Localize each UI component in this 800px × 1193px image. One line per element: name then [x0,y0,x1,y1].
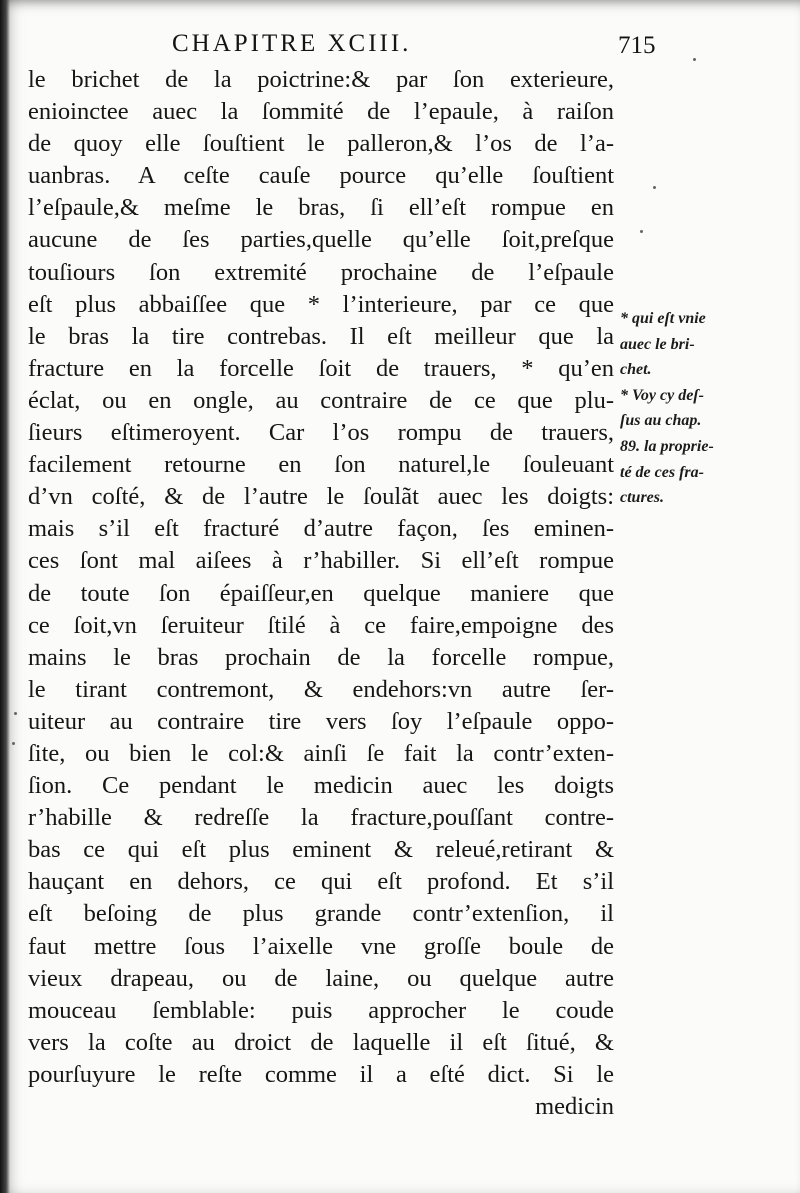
text-line: ce ſoit,vn ſeruiteur ſtilé à ce faire,empoigne des [28,611,614,639]
text-line: enioinctee auec la ſommité de l’epaule, à raiſon [28,98,614,126]
text-line: eſt beſoing de plus grande contr’extenſion, il [28,900,614,928]
text-line: touſiours ſon extremité prochaine de l’eſpaule [28,258,614,286]
text-line: fracture en la forcelle ſoit de trauers, * qu’en [28,354,614,382]
text-line: vers la coſte au droict de laquelle il eſt ſitué, & [28,1028,614,1056]
margin-note-line: ſus au chap. [620,412,702,430]
margin-note-line: chet. [620,361,652,379]
paper-speck [640,230,643,233]
text-line: r’habille & redreſſe la fracture,pouſſant contre- [28,804,614,832]
text-line: de toute ſon épaiſſeur,en quelque maniere que [28,579,614,607]
text-line: uanbras. A ceſte cauſe pource qu’elle ſouſtient [28,162,614,190]
paper-speck [693,58,696,61]
text-line: le brichet de la poictrine:& par ſon exterieure, [28,66,614,93]
text-line: ces ſont mal aiſees à r’habiller. Si ell’eſt rompue [28,547,614,575]
catchword: medicin [535,1093,614,1120]
paper-speck [14,712,17,715]
text-line: bas ce qui eſt plus eminent & releué,retirant & [28,836,614,864]
text-line: le bras la tire contrebas. Il eſt meilleur que la [28,322,614,350]
text-line: ſite, ou bien le col:& ainſi ſe fait la contr’exten- [28,739,614,767]
running-head: CHAPITRE XCIII. [172,30,412,57]
margin-note-line: * qui eſt vnie [620,310,706,327]
text-line: uiteur au contraire tire vers ſoy l’eſpaule oppo- [28,707,614,735]
margin-note-line: 89. la proprie- [620,437,714,455]
text-line: hauçant en dehors, ce qui eſt profond. Et s’il [28,868,614,896]
text-line: mouceau ſemblable: puis approcher le coude [28,996,614,1024]
text-line: ſieurs eſtimeroyent. Car l’os rompu de trauers, [28,419,614,447]
paper-speck [653,186,656,189]
main-text-block [28,64,614,1123]
text-line: mains le bras prochain de la forcelle rompue, [28,643,614,671]
text-line: facilement retourne en ſon naturel,le ſouleuant [28,451,614,479]
margin-note-line: té de ces fra- [620,463,704,481]
text-line: pourſuyure le reſte comme il a eſté dict. Si le [28,1060,614,1088]
text-line: eſt plus abbaiſſee que * l’interieure, par ce que [28,290,614,318]
text-line: faut mettre ſous l’aixelle vne groſſe boule de [28,932,614,960]
text-line: de quoy elle ſouſtient le palleron,& l’os de l’a- [28,130,614,158]
text-line: ſion. Ce pendant le medicin auec les doigts [28,772,614,800]
text-line: l’eſpaule,& meſme le bras, ſi ell’eſt rompue en [28,194,614,222]
text-line: le tirant contremont, & endehors:vn autre ſer- [28,675,614,703]
margin-note-line: ctures. [620,489,664,507]
margin-note-line: auec le bri- [620,335,695,353]
marginal-notes [620,306,770,511]
text-line: éclat, ou en ongle, au contraire de ce que plu- [28,386,614,414]
text-line: mais s’il eſt fracturé d’autre façon, ſes eminen- [28,515,614,543]
text-line: d’vn coſté, & de l’autre le ſoulãt auec les doigts: [28,483,614,511]
text-line: vieux drapeau, ou de laine, ou quelque autre [28,964,614,992]
page-number: 715 [618,32,656,59]
paper-speck [12,742,15,745]
text-line: aucune de ſes parties,quelle qu’elle ſoit,preſque [28,226,614,254]
margin-note-line: * Voy cy deſ- [620,386,704,404]
page-gutter-shadow [0,0,10,1193]
